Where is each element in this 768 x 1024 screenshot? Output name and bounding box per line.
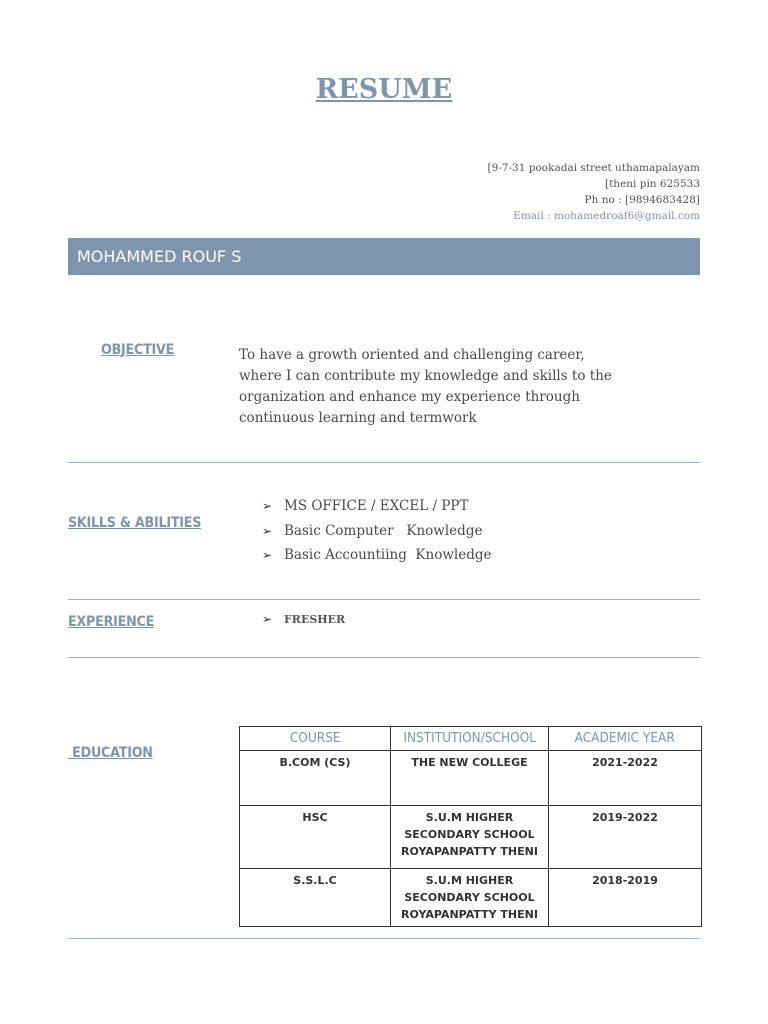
institution-cell: THE NEW COLLEGE — [391, 751, 549, 806]
column-header: ACADEMIC YEAR — [549, 727, 702, 751]
resume-title: RESUME — [315, 74, 453, 105]
institution-cell: S.U.M HIGHER SECONDARY SCHOOL ROYAPANPATTY THENI — [391, 806, 549, 869]
objective-text: To have a growth oriented and challenging career, where I can contribute my knowledge and skills to the organization and enhance my experience through continuous learning and termwork — [239, 347, 612, 426]
experience-label: FRESHER — [284, 612, 346, 626]
education-table — [239, 726, 702, 927]
phone-number: Ph no : [9894683428] — [584, 194, 700, 206]
objective-heading: OBJECTIVE — [101, 342, 175, 358]
section-divider — [68, 657, 700, 658]
table-row — [240, 869, 702, 927]
section-divider — [68, 599, 700, 600]
institution-cell: S.U.M HIGHER SECONDARY SCHOOL ROYAPANPATTY THENI — [391, 869, 549, 927]
column-header: INSTITUTION/SCHOOL — [391, 727, 549, 751]
name-banner — [68, 238, 700, 275]
year-cell: 2018-2019 — [549, 869, 702, 927]
list-item — [262, 543, 491, 568]
skill-label: Basic Computer Knowledge — [284, 522, 483, 539]
skills-heading: SKILLS & ABILITIES — [68, 515, 202, 531]
table-header-row — [240, 727, 702, 751]
arrow-bullet-icon: ➢ — [262, 548, 273, 563]
education-heading: EDUCATION — [68, 745, 153, 761]
section-divider — [68, 938, 700, 939]
address-line-1: [9-7-31 pookadai street uthamapalayam — [487, 162, 700, 174]
arrow-bullet-icon: ➢ — [262, 499, 273, 514]
experience-item — [262, 612, 345, 626]
skills-list — [262, 494, 491, 568]
experience-heading: EXPERIENCE — [68, 614, 155, 630]
column-header: COURSE — [240, 727, 391, 751]
arrow-bullet-icon: ➢ — [262, 612, 273, 626]
course-cell: HSC — [240, 806, 391, 869]
list-item — [262, 519, 491, 544]
skill-label: MS OFFICE / EXCEL / PPT — [284, 498, 469, 515]
skill-label: Basic Accountiing Knowledge — [284, 547, 492, 564]
arrow-bullet-icon: ➢ — [262, 523, 273, 538]
course-cell: B.COM (CS) — [240, 751, 391, 806]
section-divider — [68, 462, 700, 463]
course-cell: S.S.L.C — [240, 869, 391, 927]
list-item — [262, 494, 491, 519]
table-row — [240, 751, 702, 806]
contact-block — [488, 160, 701, 224]
year-cell: 2021-2022 — [549, 751, 702, 806]
year-cell: 2019-2022 — [549, 806, 702, 869]
email-link[interactable]: Email : mohamedroaf6@gmail.com — [513, 210, 700, 222]
table-row — [240, 806, 702, 869]
address-line-2: [theni pin 625533 — [604, 178, 700, 190]
candidate-name: MOHAMMED ROUF S — [77, 247, 242, 266]
